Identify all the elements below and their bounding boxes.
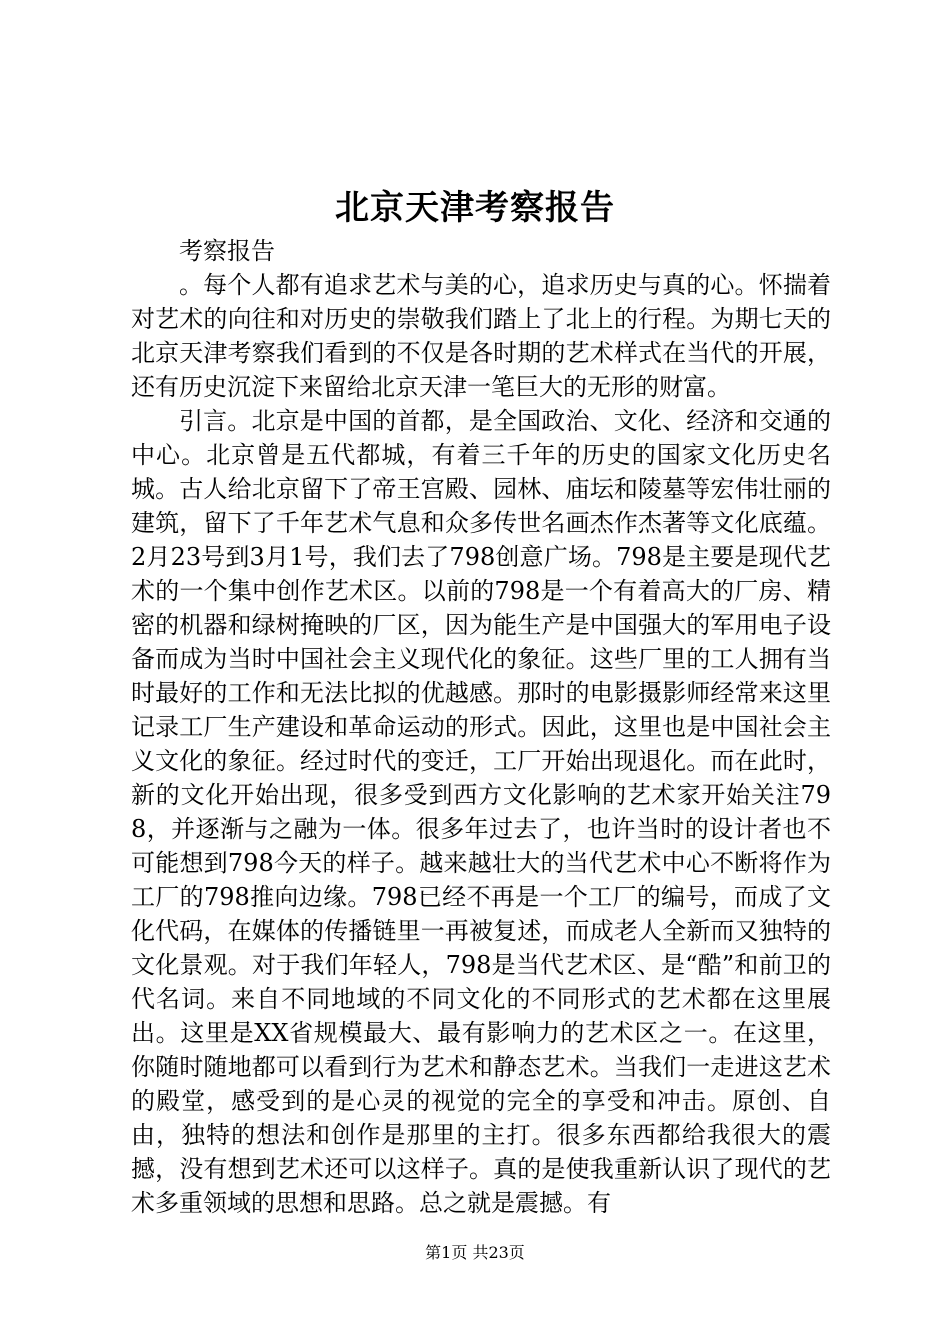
paragraph-heading: 考察报告 — [179, 237, 275, 265]
paragraph-intro: 。每个人都有追求艺术与美的心，追求历史与真的心。怀揣着对艺术的向往和对历史的崇敬我们踏上了北上的行程。为期七天的北京天津考察我们看到的不仅是各时期的艺术样式在当代的开展，还有历史沉淀下来留给北京天津一笔巨大的无形的财富。 — [131, 271, 831, 401]
document-body — [131, 234, 831, 1220]
paragraph-main: 引言。北京是中国的首都，是全国政治、文化、经济和交通的中心。北京曾是五代都城，有着三千年的历史的国家文化历史名城。古人给北京留下了帝王宫殿、园林、庙坛和陵墓等宏伟壮丽的建筑，留下了千年艺术气息和众多传世名画杰作杰著等文化底蕴。2月23号到3月1号，我们去了798创意广场。798是主要是现代艺术的一个集中创作艺术区。以前的798是一个有着高大的厂房、精密的机器和绿树掩映的厂区，因为能生产是中国强大的军用电子设备而成为当时中国社会主义现代化的象征。这些厂里的工人拥有当时最好的工作和无法比拟的优越感。那时的电影摄影师经常来这里记录工厂生产建设和革命运动的形式。因此，这里也是中国社会主义文化的象征。经过时代的变迁，工厂开始出现退化。而在此时，新的文化开始出现，很多受到西方文化影响的艺术家开始关注798，并逐渐与之融为一体。很多年过去了，也许当时的设计者也不可能想到798今天的样子。越来越壮大的当代艺术中心不断将作为工厂的798推向边缘。798已经不再是一个工厂的编号，而成了文化代码，在媒体的传播链里一再被复述，而成老人全新而又独特的文化景观。对于我们年轻人，798是当代艺术区、是“酷”和前卫的代名词。来自不同地域的不同文化的不同形式的艺术都在这里展出。这里是XX省规模最大、最有影响力的艺术区之一。在这里，你随时随地都可以看到行为艺术和静态艺术。当我们一走进这艺术的殿堂，感受到的是心灵的视觉的完全的享受和冲击。原创、自由，独特的想法和创作是那里的主打。很多东西都给我很大的震撼，没有想到艺术还可以这样子。真的是使我重新认识了现代的艺术多重领域的思想和思路。总之就是震撼。有 — [131, 407, 831, 1217]
page-number-footer: 第1页 共23页 — [425, 1243, 525, 1262]
document-title: 北京天津考察报告 — [335, 188, 615, 228]
